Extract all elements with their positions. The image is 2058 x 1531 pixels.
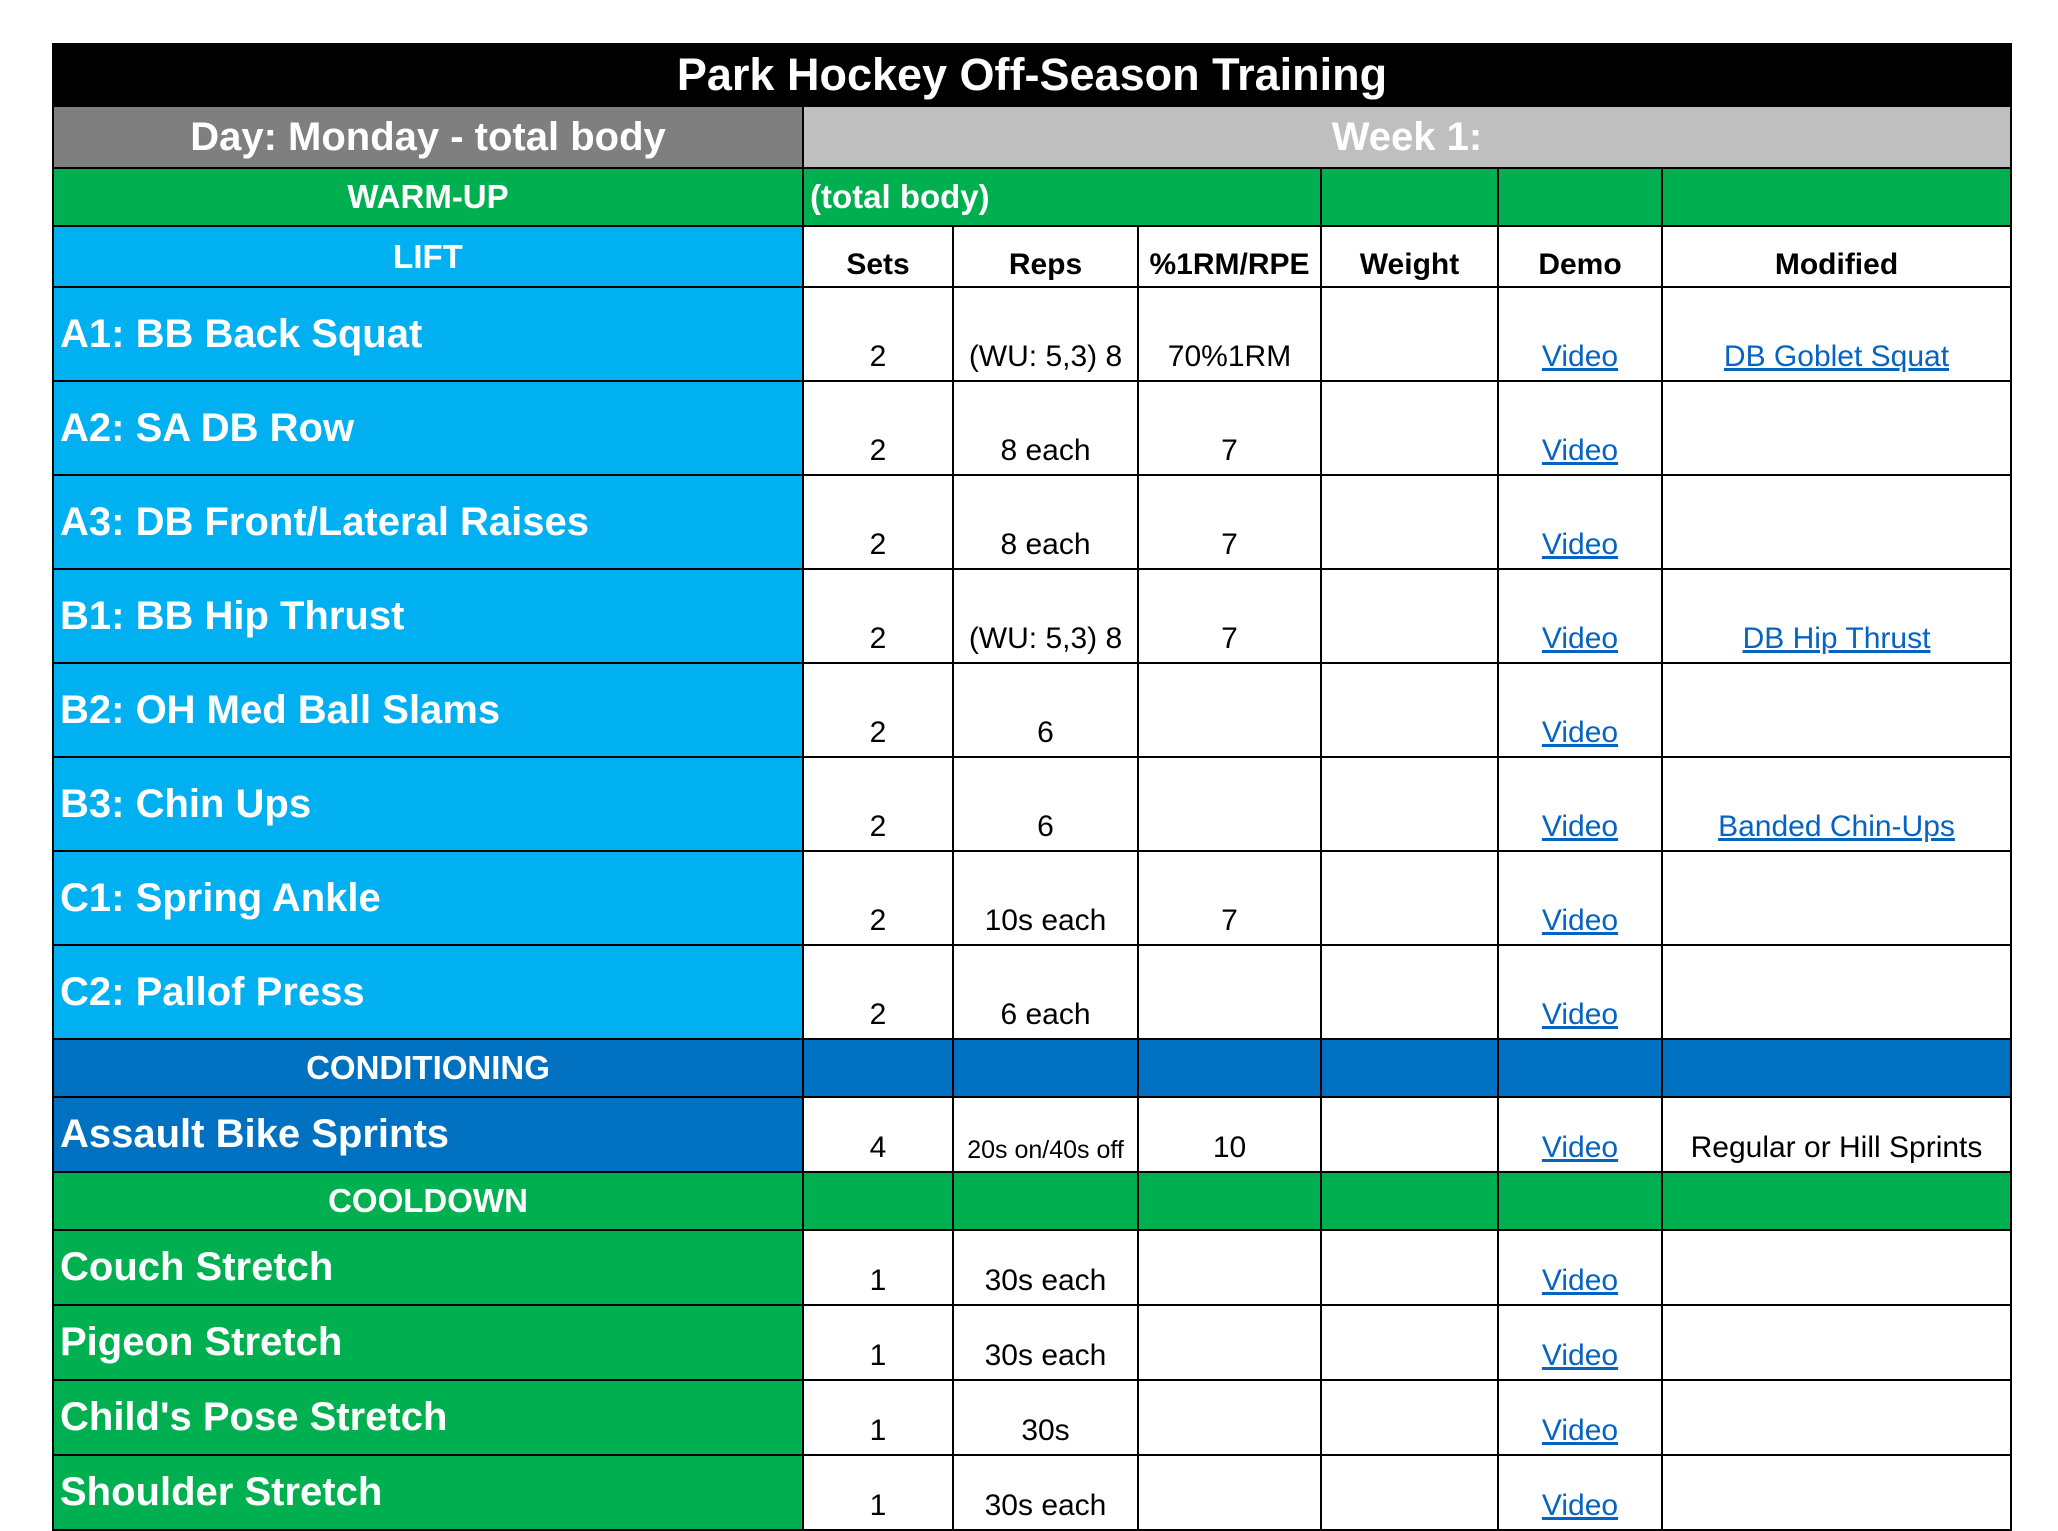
modified-cell [1662, 945, 2011, 1039]
modified-link[interactable]: DB Goblet Squat [1723, 340, 1950, 373]
conditioning-header: CONDITIONING [53, 1039, 803, 1097]
demo-cell [1498, 287, 1662, 381]
reps-cell: 6 [953, 663, 1138, 757]
sets-cell: 2 [803, 475, 953, 569]
cooldown-cell [1138, 1172, 1321, 1230]
modified-link[interactable]: Banded Chin-Ups [1718, 810, 1955, 843]
reps-cell: (WU: 5,3) 8 [953, 569, 1138, 663]
sets-cell: 1 [803, 1455, 953, 1530]
video-link[interactable]: Video [1541, 622, 1619, 655]
exercise-row [53, 851, 2011, 945]
cooldown-cell [803, 1172, 953, 1230]
col-header-demo: Demo [1498, 226, 1662, 287]
reps-cell: 8 each [953, 381, 1138, 475]
exercise-row [53, 663, 2011, 757]
modified-cell [1662, 381, 2011, 475]
exercise-row [53, 475, 2011, 569]
weight-cell[interactable] [1321, 381, 1498, 475]
exercise-name: C1: Spring Ankle [53, 851, 803, 945]
weight-cell[interactable] [1321, 475, 1498, 569]
demo-cell [1498, 851, 1662, 945]
exercise-row [53, 1305, 2011, 1380]
demo-cell [1498, 1230, 1662, 1305]
video-link[interactable]: Video [1541, 810, 1619, 843]
reps-cell: 6 [953, 757, 1138, 851]
modified-cell [1662, 475, 2011, 569]
rm-cell [1138, 757, 1321, 851]
video-link[interactable]: Video [1541, 1131, 1619, 1164]
conditioning-cell [953, 1039, 1138, 1097]
modified-cell [1662, 1455, 2011, 1530]
exercise-row [53, 945, 2011, 1039]
exercise-row [53, 757, 2011, 851]
col-header-modified: Modified [1662, 226, 2011, 287]
sets-cell: 1 [803, 1380, 953, 1455]
sets-cell: 1 [803, 1305, 953, 1380]
exercise-row [53, 569, 2011, 663]
exercise-row [53, 287, 2011, 381]
col-header-weight: Weight [1321, 226, 1498, 287]
weight-cell[interactable] [1321, 851, 1498, 945]
col-header-rm: %1RM/RPE [1138, 226, 1321, 287]
video-link[interactable]: Video [1541, 1414, 1619, 1447]
demo-cell [1498, 569, 1662, 663]
rm-cell: 7 [1138, 851, 1321, 945]
exercise-row [53, 1380, 2011, 1455]
warmup-cell [1321, 168, 1498, 226]
video-link[interactable]: Video [1541, 434, 1619, 467]
conditioning-cell [1498, 1039, 1662, 1097]
exercise-row [53, 381, 2011, 475]
sets-cell: 2 [803, 757, 953, 851]
video-link[interactable]: Video [1541, 716, 1619, 749]
rm-cell: 7 [1138, 569, 1321, 663]
demo-cell [1498, 1305, 1662, 1380]
modified-cell [1662, 569, 2011, 663]
exercise-name: A2: SA DB Row [53, 381, 803, 475]
demo-cell [1498, 757, 1662, 851]
rm-cell [1138, 663, 1321, 757]
weight-cell[interactable] [1321, 945, 1498, 1039]
exercise-name: Shoulder Stretch [53, 1455, 803, 1530]
weight-cell[interactable] [1321, 1305, 1498, 1380]
weight-cell[interactable] [1321, 663, 1498, 757]
rm-cell: 70%1RM [1138, 287, 1321, 381]
conditioning-cell [803, 1039, 953, 1097]
rm-cell: 7 [1138, 381, 1321, 475]
rm-cell: 10 [1138, 1097, 1321, 1172]
weight-cell[interactable] [1321, 1230, 1498, 1305]
sets-cell: 2 [803, 851, 953, 945]
modified-cell [1662, 663, 2011, 757]
modified-link[interactable]: DB Hip Thrust [1742, 622, 1931, 655]
rm-cell [1138, 1230, 1321, 1305]
weight-cell[interactable] [1321, 1097, 1498, 1172]
modified-cell: Regular or Hill Sprints [1662, 1097, 2011, 1172]
demo-cell [1498, 1097, 1662, 1172]
cooldown-cell [1321, 1172, 1498, 1230]
sets-cell: 2 [803, 569, 953, 663]
reps-cell: (WU: 5,3) 8 [953, 287, 1138, 381]
week-label: Week 1: [803, 106, 2011, 168]
col-header-sets: Sets [803, 226, 953, 287]
demo-cell [1498, 945, 1662, 1039]
reps-cell: 6 each [953, 945, 1138, 1039]
weight-cell[interactable] [1321, 1455, 1498, 1530]
rm-cell [1138, 1455, 1321, 1530]
sets-cell: 2 [803, 381, 953, 475]
sets-cell: 2 [803, 287, 953, 381]
exercise-name: Assault Bike Sprints [53, 1097, 803, 1172]
exercise-name: B3: Chin Ups [53, 757, 803, 851]
reps-cell: 10s each [953, 851, 1138, 945]
demo-cell [1498, 1380, 1662, 1455]
exercise-name: Child's Pose Stretch [53, 1380, 803, 1455]
warmup-cell [1498, 168, 1662, 226]
sets-cell: 2 [803, 663, 953, 757]
conditioning-cell [1662, 1039, 2011, 1097]
warmup-note: (total body) [803, 168, 1321, 226]
exercise-name: B1: BB Hip Thrust [53, 569, 803, 663]
modified-cell [1662, 1230, 2011, 1305]
exercise-name: A3: DB Front/Lateral Raises [53, 475, 803, 569]
reps-cell: 30s each [953, 1455, 1138, 1530]
modified-cell [1662, 287, 2011, 381]
exercise-row [53, 1455, 2011, 1530]
sets-cell: 2 [803, 945, 953, 1039]
exercise-row [53, 1230, 2011, 1305]
reps-cell: 30s each [953, 1230, 1138, 1305]
cooldown-header: COOLDOWN [53, 1172, 803, 1230]
exercise-name: Couch Stretch [53, 1230, 803, 1305]
modified-cell [1662, 851, 2011, 945]
exercise-name: B2: OH Med Ball Slams [53, 663, 803, 757]
cooldown-cell [1498, 1172, 1662, 1230]
video-link[interactable]: Video [1541, 1264, 1619, 1297]
exercise-row [53, 1097, 2011, 1172]
reps-cell: 8 each [953, 475, 1138, 569]
conditioning-cell [1321, 1039, 1498, 1097]
rm-cell [1138, 1380, 1321, 1455]
conditioning-cell [1138, 1039, 1321, 1097]
rm-cell: 7 [1138, 475, 1321, 569]
video-link[interactable]: Video [1541, 1339, 1619, 1372]
reps-cell: 30s each [953, 1305, 1138, 1380]
weight-cell[interactable] [1321, 1380, 1498, 1455]
sheet-title: Park Hockey Off-Season Training [53, 44, 2011, 106]
modified-cell [1662, 1305, 2011, 1380]
lift-header: LIFT [53, 226, 803, 287]
col-header-reps: Reps [953, 226, 1138, 287]
rm-cell [1138, 1305, 1321, 1380]
warmup-cell [1662, 168, 2011, 226]
demo-cell [1498, 1455, 1662, 1530]
demo-cell [1498, 663, 1662, 757]
video-link[interactable]: Video [1541, 1489, 1619, 1522]
modified-cell [1662, 757, 2011, 851]
weight-cell[interactable] [1321, 569, 1498, 663]
exercise-name: C2: Pallof Press [53, 945, 803, 1039]
modified-cell [1662, 1380, 2011, 1455]
demo-cell [1498, 475, 1662, 569]
day-label: Day: Monday - total body [53, 106, 803, 168]
cooldown-cell [953, 1172, 1138, 1230]
video-link[interactable]: Video [1541, 904, 1619, 937]
warmup-header: WARM-UP [53, 168, 803, 226]
rm-cell [1138, 945, 1321, 1039]
video-link[interactable]: Video [1541, 340, 1619, 373]
weight-cell[interactable] [1321, 757, 1498, 851]
demo-cell [1498, 381, 1662, 475]
reps-cell: 20s on/40s off [953, 1097, 1138, 1172]
cooldown-cell [1662, 1172, 2011, 1230]
sets-cell: 1 [803, 1230, 953, 1305]
sets-cell: 4 [803, 1097, 953, 1172]
exercise-name: Pigeon Stretch [53, 1305, 803, 1380]
weight-cell[interactable] [1321, 287, 1498, 381]
training-sheet [52, 43, 2012, 1531]
reps-cell: 30s [953, 1380, 1138, 1455]
video-link[interactable]: Video [1541, 528, 1619, 561]
exercise-name: A1: BB Back Squat [53, 287, 803, 381]
video-link[interactable]: Video [1541, 998, 1619, 1031]
